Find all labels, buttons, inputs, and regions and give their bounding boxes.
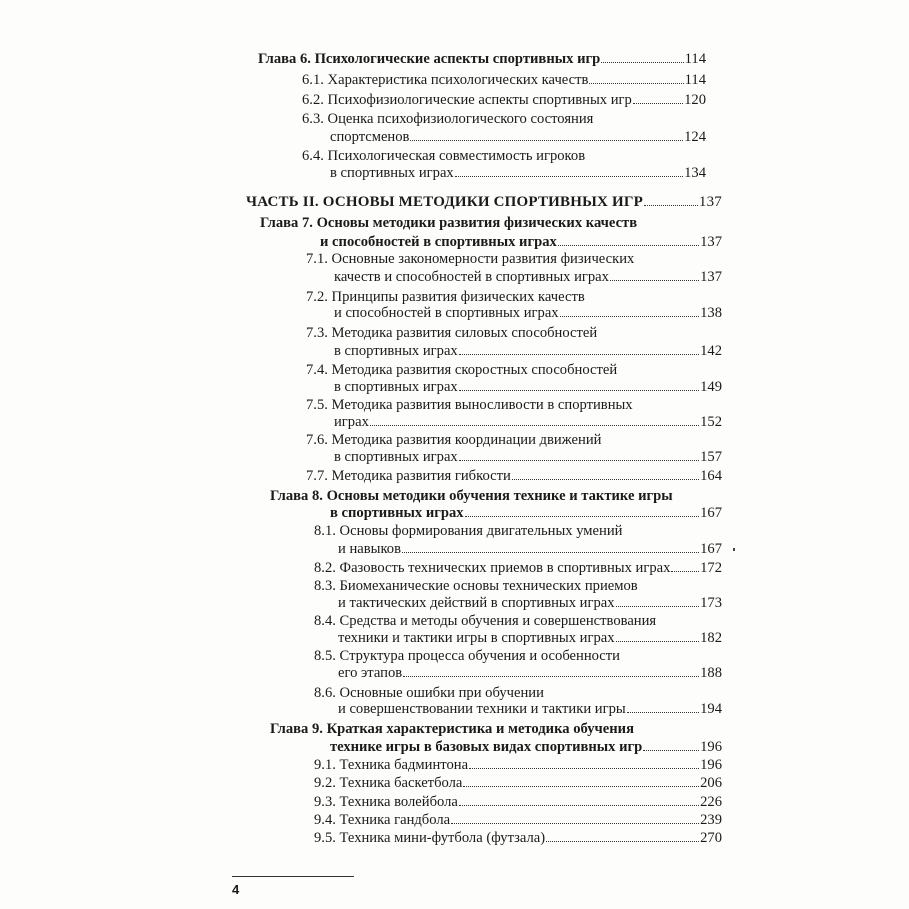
- toc-section-8-5-cont: [338, 664, 722, 682]
- section-title: Основные ошибки при обучении: [339, 685, 544, 701]
- page-number: 120: [684, 92, 706, 108]
- toc-section-7-4: [306, 361, 722, 379]
- leader-dots: [512, 467, 699, 480]
- chapter-number: Глава 7.: [260, 215, 313, 231]
- chapter-title: Психологические аспекты спортивных игр: [314, 51, 601, 67]
- section-title: Характеристика психологических качеств: [327, 72, 589, 88]
- section-title: Техника волейбола: [339, 794, 458, 810]
- section-title: Методика развития гибкости: [331, 468, 511, 484]
- page-number: 164: [700, 468, 722, 484]
- toc-section-7-4-cont: [334, 378, 722, 396]
- toc-part-2: [246, 193, 722, 211]
- section-number: 7.6.: [306, 432, 328, 448]
- leader-dots: [560, 304, 700, 317]
- section-title: Методика развития выносливости в спортивных: [331, 397, 633, 413]
- leader-dots: [616, 629, 700, 642]
- chapter-title: Краткая характеристика и методика обучения: [326, 721, 634, 737]
- leader-dots: [455, 164, 683, 177]
- toc-chapter-9: [270, 720, 722, 738]
- section-number: 7.5.: [306, 397, 328, 413]
- toc-chapter-9-cont: [330, 738, 722, 756]
- section-title-cont: в спортивных играх: [330, 165, 454, 181]
- section-number: 8.3.: [314, 578, 336, 594]
- toc-section-8-1-cont: [338, 540, 722, 558]
- toc-section-6-2: [302, 91, 706, 109]
- toc-section-7-2-cont: [334, 304, 722, 322]
- chapter-title: Основы методики обучения технике и тактике игры: [326, 488, 673, 504]
- toc-section-7-1: [306, 250, 722, 268]
- page-number: 194: [700, 701, 722, 717]
- toc-section-8-3-cont: [338, 594, 722, 612]
- leader-dots: [601, 50, 683, 63]
- toc-section-7-7: [306, 467, 722, 485]
- leader-dots: [616, 594, 700, 607]
- section-title: Психологическая совместимость игроков: [327, 148, 586, 164]
- toc-section-9-5: [314, 829, 722, 847]
- chapter-title-cont: в спортивных играх: [330, 505, 464, 521]
- section-title: Техника мини-футбола (футзала): [339, 830, 546, 846]
- leader-dots: [610, 268, 699, 281]
- leader-dots: [403, 664, 699, 677]
- toc-section-7-1-cont: [334, 268, 722, 286]
- toc-section-7-6: [306, 431, 722, 449]
- page-number: 157: [700, 449, 722, 465]
- toc-section-6-1: [302, 71, 706, 89]
- section-number: 8.4.: [314, 613, 336, 629]
- page-number: 182: [700, 630, 722, 646]
- page-number: 149: [700, 379, 722, 395]
- section-title-cont: качеств и способностей в спортивных играх: [334, 269, 609, 285]
- section-number: 7.1.: [306, 251, 328, 267]
- page-number: 196: [700, 739, 722, 755]
- chapter-number: Глава 8.: [270, 488, 323, 504]
- page-number: 206: [700, 775, 722, 791]
- section-title-cont: спортсменов: [330, 129, 410, 145]
- toc-chapter-8: [270, 487, 722, 505]
- section-title: Принципы развития физических качеств: [331, 289, 585, 305]
- toc-section-8-6-cont: [338, 700, 722, 718]
- page-number: 172: [700, 560, 722, 576]
- leader-dots: [546, 829, 699, 842]
- leader-dots: [589, 71, 683, 84]
- section-number: 9.3.: [314, 794, 336, 810]
- toc-chapter-6: [258, 50, 706, 68]
- toc-chapter-8-cont: [330, 504, 722, 522]
- toc-section-8-4-cont: [338, 629, 722, 647]
- section-title: Методика развития силовых способностей: [331, 325, 598, 341]
- part-title: ЧАСТЬ II. ОСНОВЫ МЕТОДИКИ СПОРТИВНЫХ ИГР: [246, 194, 643, 210]
- page-number: 226: [700, 794, 722, 810]
- section-number: 9.2.: [314, 775, 336, 791]
- chapter-title-cont: технике игры в базовых видах спортивных игр: [330, 739, 643, 755]
- section-title: Психофизиологические аспекты спортивных игр: [327, 92, 632, 108]
- toc-section-8-2: [314, 559, 722, 577]
- leader-dots: [459, 342, 699, 355]
- toc-chapter-7: [260, 214, 722, 232]
- toc-section-6-3-cont: [330, 128, 706, 146]
- section-title: Фазовость технических приемов в спортивных играх: [339, 560, 671, 576]
- page-number: 137: [700, 269, 722, 285]
- leader-dots: [671, 559, 699, 572]
- toc-chapter-7-cont: [320, 233, 722, 251]
- section-title-cont: в спортивных играх: [334, 379, 458, 395]
- toc-section-7-5-cont: [334, 413, 722, 431]
- section-number: 7.4.: [306, 362, 328, 378]
- page-number: 239: [700, 812, 722, 828]
- page-number: 137: [700, 234, 722, 250]
- section-title-cont: и навыков: [338, 541, 401, 557]
- toc-section-6-4-cont: [330, 164, 706, 182]
- leader-dots: [402, 540, 699, 553]
- section-number: 6.1.: [302, 72, 324, 88]
- toc-section-8-5: [314, 647, 722, 665]
- toc-section-9-3: [314, 793, 722, 811]
- leader-dots: [459, 448, 699, 461]
- section-number: 8.5.: [314, 648, 336, 664]
- section-title: Методика развития координации движений: [331, 432, 602, 448]
- chapter-title: Основы методики развития физических качеств: [316, 215, 638, 231]
- leader-dots: [644, 193, 698, 206]
- leader-dots: [459, 793, 699, 806]
- section-title: Оценка психофизиологического состояния: [327, 111, 594, 127]
- page-number: 188: [700, 665, 722, 681]
- section-title: Биомеханические основы технических приемов: [339, 578, 638, 594]
- toc-section-6-4: [302, 147, 706, 165]
- leader-dots: [465, 504, 700, 517]
- leader-dots: [410, 128, 683, 141]
- leader-dots: [627, 700, 699, 713]
- section-title: Средства и методы обучения и совершенствования: [339, 613, 657, 629]
- section-title: Техника гандбола: [339, 812, 451, 828]
- leader-dots: [633, 91, 683, 104]
- toc-section-9-1: [314, 756, 722, 774]
- page-number: 114: [684, 72, 706, 88]
- toc-section-7-3-cont: [334, 342, 722, 360]
- section-number: 6.3.: [302, 111, 324, 127]
- section-title-cont: и способностей в спортивных играх: [334, 305, 559, 321]
- toc-section-7-6-cont: [334, 448, 722, 466]
- section-title-cont: играх: [334, 414, 369, 430]
- section-number: 9.4.: [314, 812, 336, 828]
- toc-section-7-5: [306, 396, 722, 414]
- page-number: 134: [684, 165, 706, 181]
- section-number: 7.2.: [306, 289, 328, 305]
- section-number: 6.4.: [302, 148, 324, 164]
- page-number: 167: [700, 541, 722, 557]
- page-number: 167: [700, 505, 722, 521]
- section-number: 8.2.: [314, 560, 336, 576]
- page-number: 124: [684, 129, 706, 145]
- page-number: 137: [698, 194, 722, 210]
- toc-section-8-1: [314, 522, 722, 540]
- section-title-cont: техники и тактики игры в спортивных играх: [338, 630, 615, 646]
- page-number: 270: [700, 830, 722, 846]
- section-title: Структура процесса обучения и особенности: [339, 648, 620, 664]
- section-number: 7.7.: [306, 468, 328, 484]
- section-title: Основы формирования двигательных умений: [339, 523, 623, 539]
- toc-section-8-3: [314, 577, 722, 595]
- section-number: 8.6.: [314, 685, 336, 701]
- footer-rule: [232, 876, 354, 877]
- leader-dots: [459, 378, 699, 391]
- page-number: 138: [700, 305, 722, 321]
- toc-section-9-4: [314, 811, 722, 829]
- toc-section-7-3: [306, 324, 722, 342]
- section-title-cont: и совершенствовании техники и тактики игры: [338, 701, 626, 717]
- section-title: Техника баскетбола: [339, 775, 463, 791]
- page-number: 152: [700, 414, 722, 430]
- leader-dots: [451, 811, 699, 824]
- section-number: 9.1.: [314, 757, 336, 773]
- chapter-number: Глава 6.: [258, 51, 311, 67]
- page-number: 173: [700, 595, 722, 611]
- section-title: Техника бадминтона: [339, 757, 469, 773]
- toc-section-9-2: [314, 774, 722, 792]
- section-title-cont: его этапов: [338, 665, 403, 681]
- page-folio: 4: [232, 882, 240, 897]
- page-number: 114: [684, 51, 706, 67]
- section-number: 8.1.: [314, 523, 336, 539]
- page-number: 142: [700, 343, 722, 359]
- print-speck: [733, 548, 735, 551]
- section-number: 7.3.: [306, 325, 328, 341]
- section-title: Методика развития скоростных способностей: [331, 362, 618, 378]
- toc-section-6-3: [302, 110, 706, 128]
- section-title-cont: и тактических действий в спортивных играх: [338, 595, 615, 611]
- toc-section-8-4: [314, 612, 722, 630]
- leader-dots: [370, 413, 699, 426]
- leader-dots: [558, 233, 699, 246]
- section-title-cont: в спортивных играх: [334, 449, 458, 465]
- leader-dots: [469, 756, 699, 769]
- chapter-number: Глава 9.: [270, 721, 323, 737]
- leader-dots: [463, 774, 699, 787]
- leader-dots: [643, 738, 699, 751]
- section-title-cont: в спортивных играх: [334, 343, 458, 359]
- section-number: 9.5.: [314, 830, 336, 846]
- chapter-title-cont: и способностей в спортивных играх: [320, 234, 557, 250]
- section-title: Основные закономерности развития физических: [331, 251, 635, 267]
- section-number: 6.2.: [302, 92, 324, 108]
- page-number: 196: [700, 757, 722, 773]
